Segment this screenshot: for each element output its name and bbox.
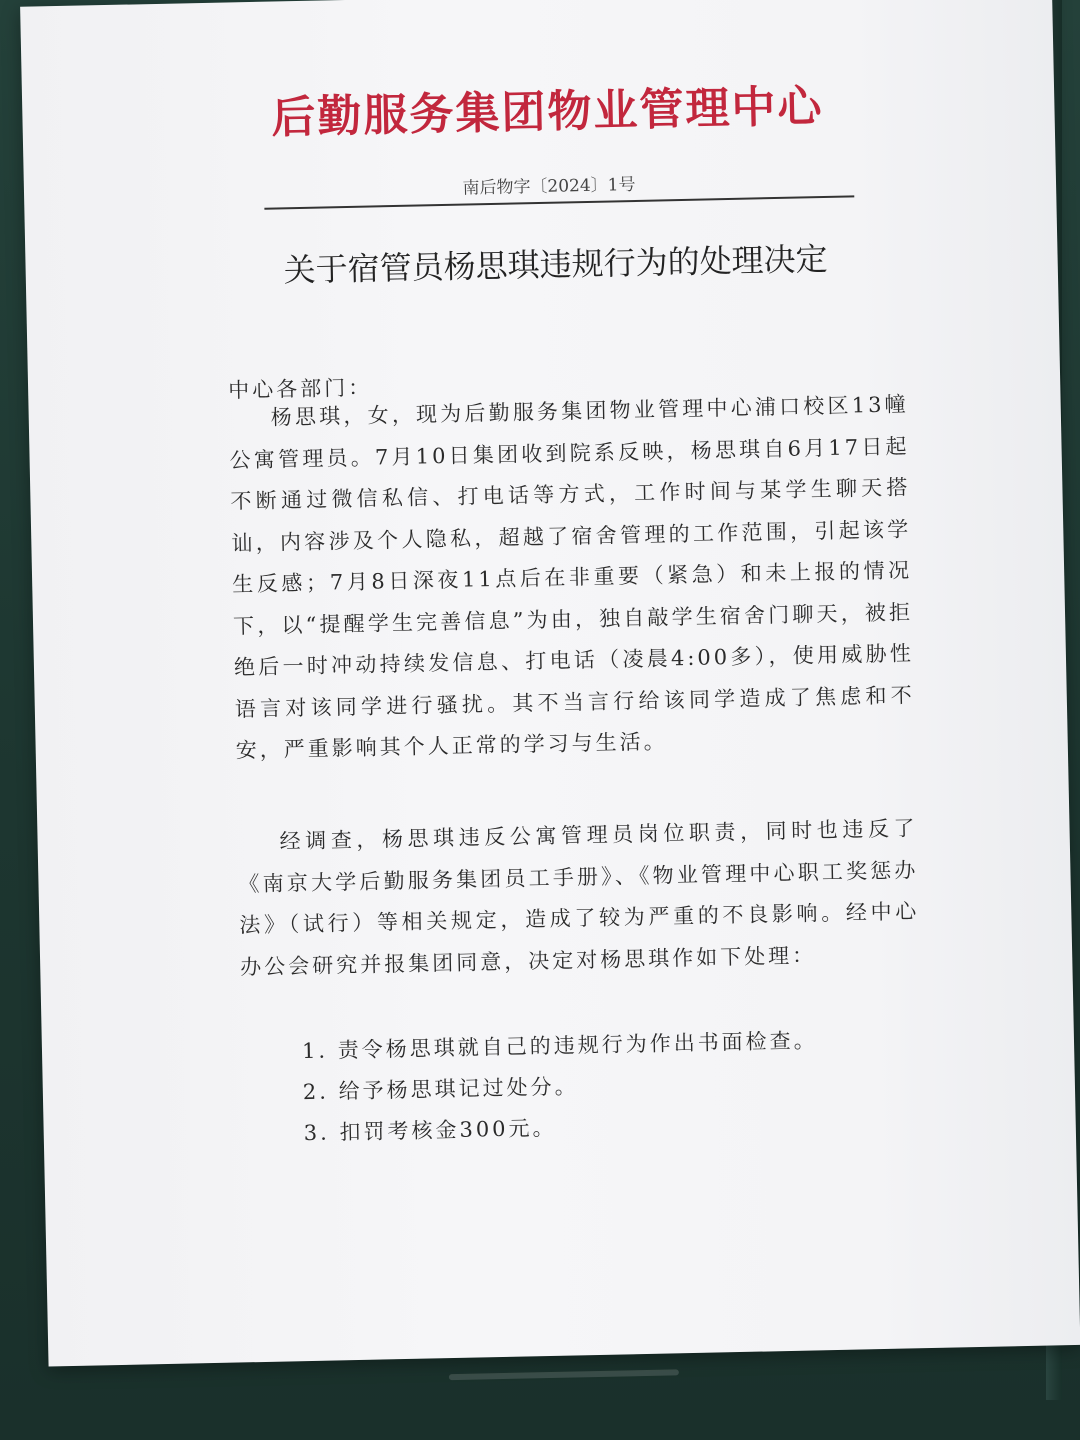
paragraph-findings: 经调查，杨思琪违反公寓管理员岗位职责，同时也违反了《南京大学后勤服务集团员工手册》、《物业管理中心职工奖惩办法》（试行）等相关规定，造成了较为严重的不良影响。经中心办公会研究并报集团同意，决定对杨思琪作如下处理： <box>238 816 920 979</box>
paragraph-incident: 杨思琪，女，现为后勤服务集团物业管理中心浦口校区13幢公寓管理员。7月10日集团收到院系反映，杨思琪自6月17日起不断通过微信私信、打电话等方式，工作时间与某学生聊天搭讪，内容涉及个人隐私，超越了宿舍管理的工作范围，引起该学生反感；7月8日深夜11点后在非重要（紧急）和未上报的情况下，以“提醒学生完善信息”为由，独自敲学生宿舍门聊天，被拒绝后一时冲动持续发信息、打电话（凌晨4:00多），使用威胁性语言对该同学进行骚扰。其不当言行给该同学造成了焦虑和不安，严重影响其个人正常的学习与生活。 <box>229 392 915 763</box>
document-number: 南后物字〔2024〕1号 <box>462 174 636 199</box>
penalty-item: 3. 扣罚考核金300元。 <box>303 1115 557 1146</box>
header-divider <box>264 195 854 209</box>
notice-paper <box>20 0 1080 1367</box>
penalty-item: 2. 给予杨思琪记过处分。 <box>302 1074 579 1105</box>
issuer-header: 后勤服务集团物业管理中心 <box>270 81 824 144</box>
document-title: 关于宿管员杨思琪违规行为的处理决定 <box>283 239 828 290</box>
penalty-list <box>302 1018 924 1154</box>
penalty-item: 1. 责令杨思琪就自己的违规行为作出书面检查。 <box>301 1028 818 1064</box>
salutation: 中心各部门： <box>227 375 373 403</box>
